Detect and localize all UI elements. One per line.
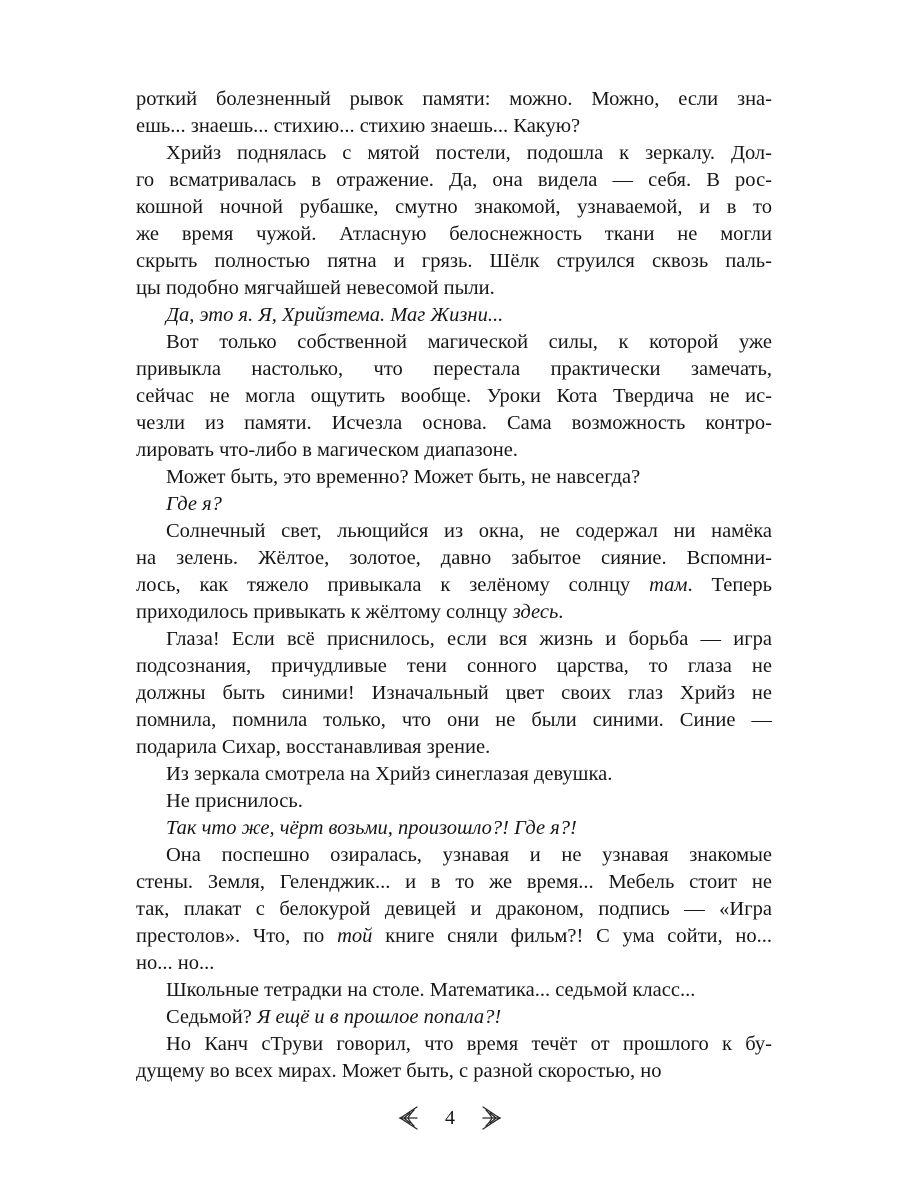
text-run: Хрийз поднялась с мятой постели, подошла к зеркалу. Дол- [166,142,772,164]
text-run: книге сняли фильм?! С ума сойти, но... [372,925,772,947]
feathered-arrow-left-icon [397,1104,419,1132]
text-run: . Теперь [687,574,772,596]
paragraph [136,977,772,1004]
text-run: го всматривалась в отражение. Да, она видела — себя. В рос- [136,169,772,191]
text-line [136,977,772,1004]
text-run: кошной ночной рубашке, смутно знакомой, узнаваемой, и в то [136,196,772,218]
text-run: помнила, помнила только, что они не были синими. Синие — [136,709,772,731]
text-line [136,1031,772,1058]
text-run: но... но... [136,952,215,974]
text-run: лось, как тяжело привыкала к зелёному солнцу [136,574,650,596]
paragraph [136,815,772,842]
text-line [136,194,772,221]
paragraph [136,788,772,815]
text-line [136,599,772,626]
text-line [136,842,772,869]
italic-text-run: там [649,574,688,596]
text-run: Не приснилось. [166,790,303,812]
text-run: цы подобно мягчайшей невесомой пыли. [136,277,495,299]
text-run: Но Канч сТруви говорил, что время течёт от прошлого к бу- [166,1033,772,1055]
page-text [136,86,772,1085]
text-run: чезли из памяти. Исчезла основа. Сама возможность контро- [136,412,772,434]
text-run: же время чужой. Атласную белоснежность ткани не могли [136,223,772,245]
feathered-arrow-right-icon [481,1104,503,1132]
paragraph [136,842,772,977]
text-line [136,464,772,491]
text-line [136,86,772,113]
text-line [136,491,772,518]
text-run: Может быть, это временно? Может быть, не навсегда? [166,466,641,488]
text-run: Она поспешно озиралась, узнавая и не узнавая знакомые [166,844,772,866]
text-line [136,734,772,761]
text-line [136,437,772,464]
text-line [136,815,772,842]
page-number: 4 [445,1106,455,1129]
text-line [136,761,772,788]
text-line [136,923,772,950]
paragraph [136,302,772,329]
italic-text-run: Я ещё и в прошлое попала?! [256,1006,502,1028]
text-line [136,221,772,248]
italic-text-run: Да, это я. Я, Хрийзтема. Маг Жизни... [166,304,504,326]
text-run: скрыть полностью пятна и грязь. Шёлк струился сквозь паль- [136,250,772,272]
text-run: Глаза! Если всё приснилось, если вся жизнь и борьба — игра [166,628,772,650]
text-line [136,383,772,410]
text-line [136,572,772,599]
text-line [136,869,772,896]
paragraph [136,518,772,626]
text-line [136,1058,772,1085]
italic-text-run: здесь [512,601,559,623]
text-run: престолов». Что, по [136,925,338,947]
text-run: лировать что-либо в магическом диапазоне. [136,439,518,461]
text-run: Седьмой? [166,1006,257,1028]
text-line [136,113,772,140]
text-line [136,167,772,194]
text-run: Из зеркала смотрела на Хрийз синеглазая девушка. [166,763,613,785]
text-line [136,1004,772,1031]
text-line [136,356,772,383]
text-run: Солнечный свет, льющийся из окна, не содержал ни намёка [166,520,772,542]
text-line [136,896,772,923]
text-run: так, плакат с белокурой девицей и драконом, подпись — «Игра [136,898,772,920]
text-line [136,410,772,437]
text-run: подарила Сихар, восстанавливая зрение. [136,736,491,758]
text-line [136,518,772,545]
text-run: должны быть синими! Изначальный цвет своих глаз Хрийз не [136,682,772,704]
text-run: стены. Земля, Геленджик... и в то же время... Мебель стоит не [136,871,772,893]
text-line [136,653,772,680]
text-run: роткий болезненный рывок памяти: можно. Можно, если зна- [136,88,772,110]
text-run: сейчас не могла ощутить вообще. Уроки Кота Твердича не ис- [136,385,772,407]
text-run: . [558,601,564,623]
text-line [136,545,772,572]
paragraph [136,761,772,788]
paragraph [136,140,772,302]
paragraph [136,626,772,761]
text-line [136,788,772,815]
text-run: на зелень. Жёлтое, золотое, давно забытое сияние. Вспомни- [136,547,772,569]
text-run: Школьные тетрадки на столе. Математика... седьмой класс... [166,979,696,1001]
text-line [136,248,772,275]
italic-text-run: той [337,925,373,947]
paragraph [136,1031,772,1085]
text-run: приходилось привыкать к жёлтому солнцу [136,601,513,623]
text-line [136,707,772,734]
paragraph [136,1004,772,1031]
text-line [136,275,772,302]
paragraph [136,86,772,140]
paragraph [136,464,772,491]
text-line [136,680,772,707]
text-line [136,140,772,167]
italic-text-run: Где я? [166,493,222,515]
page-footer [0,1104,900,1132]
text-run: ешь... знаешь... стихию... стихию знаешь... Какую? [136,115,581,137]
text-line [136,302,772,329]
text-line [136,329,772,356]
text-run: Вот только собственной магической силы, к которой уже [166,331,772,353]
paragraph [136,491,772,518]
text-line [136,626,772,653]
paragraph [136,329,772,464]
text-run: подсознания, причудливые тени сонного царства, то глаза не [136,655,772,677]
italic-text-run: Так что же, чёрт возьми, произошло?! Где я?! [166,817,577,839]
text-run: привыкла настолько, что перестала практически замечать, [136,358,772,380]
text-run: дущему во всех мирах. Может быть, с разной скоростью, но [136,1060,662,1082]
text-line [136,950,772,977]
